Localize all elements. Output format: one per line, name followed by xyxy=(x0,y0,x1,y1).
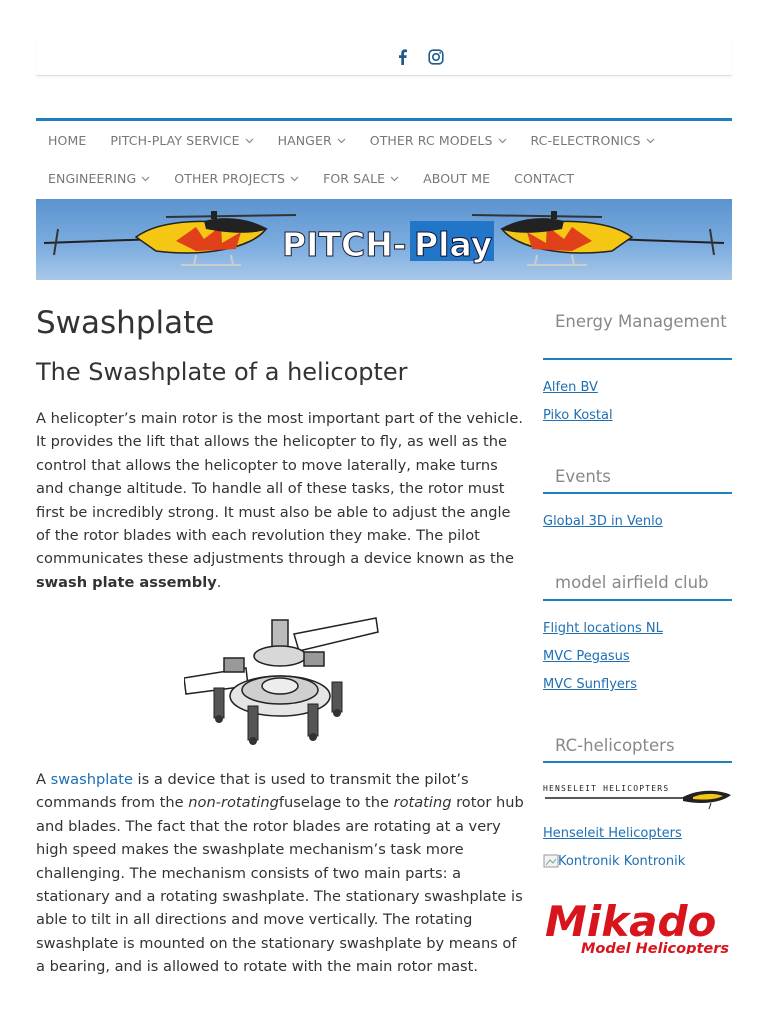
swashplate-illustration xyxy=(184,616,380,746)
chevron-down-icon xyxy=(141,176,150,182)
link-alfen[interactable]: Alfen BV xyxy=(543,380,598,395)
nav-item-for-sale[interactable] xyxy=(323,171,399,186)
kontronik-image[interactable] xyxy=(543,853,685,869)
nav-item-engineering[interactable] xyxy=(48,171,150,186)
chevron-down-icon xyxy=(337,138,346,144)
link-flight-locations[interactable]: Flight locations NL xyxy=(543,621,663,636)
page-title: Swashplate xyxy=(36,305,215,341)
para2-start: A xyxy=(36,771,51,788)
rotating-term: rotating xyxy=(393,794,452,812)
nav-item-label: HANGER xyxy=(277,133,332,148)
nav-item-label: HOME xyxy=(48,133,87,148)
mikado-logo-text: Mikado xyxy=(545,897,717,946)
intro-text: A helicopter’s main rotor is the most important part of the vehicle. It provides the lift that allows the helicopter to fly, as well as the control that allows the helicopter to move laterally, make turns and change altitude. To handle all of these tasks, the rotor must first be incredibly strong. It must also be able to adjust the angle of the rotor blades with each revolution they make. The pilot communicates these adjustments through a device known as the xyxy=(36,410,523,568)
svg-text:HENSELEIT HELICOPTERS: HENSELEIT HELICOPTERS xyxy=(543,784,670,793)
main-navigation xyxy=(36,118,732,198)
facebook-icon[interactable] xyxy=(394,48,410,66)
nav-item-contact[interactable] xyxy=(514,171,574,186)
mikado-logo-subtext: Model Helicopters xyxy=(581,941,730,954)
header-banner[interactable] xyxy=(36,199,732,280)
article-subtitle: The Swashplate of a helicopter xyxy=(36,358,408,386)
chevron-down-icon xyxy=(498,138,507,144)
link-mvc-sunflyers[interactable]: MVC Sunflyers xyxy=(543,677,638,692)
link-global-3d[interactable]: Global 3D in Venlo xyxy=(543,514,663,529)
nav-item-label: FOR SALE xyxy=(323,171,386,186)
chevron-down-icon xyxy=(390,176,399,182)
nav-item-label: OTHER PROJECTS xyxy=(174,171,286,186)
pitch-play-logo xyxy=(282,221,494,264)
nav-item-other-projects[interactable] xyxy=(174,171,299,186)
widget-title-energy: Energy Management xyxy=(543,311,732,360)
swashplate-link[interactable]: swashplate xyxy=(50,771,133,788)
para2-part3: rotor hub and blades. The fact that the rotor blades are rotating at a very high speed makes the swashplate mechanism’s task more challenging. The mechanism consists of two main parts: a stationary and a rotating swashplate. The stationary swashplate is able to tilt in all directions and move vertically. The rotating swashplate is mounted on the stationary swashplate by means of a bearing, and is allowed to rotate with the main rotor mast. xyxy=(36,794,524,976)
nav-row-1 xyxy=(48,133,679,148)
chevron-down-icon xyxy=(245,138,254,144)
nav-item-label: RC-ELECTRONICS xyxy=(530,133,641,148)
nav-item-home[interactable] xyxy=(48,133,86,148)
intro-end: . xyxy=(216,573,222,591)
broken-image-icon xyxy=(543,853,559,869)
non-rotating-term: non-rotating xyxy=(188,794,279,812)
widget-title-events: Events xyxy=(543,466,732,494)
nav-item-label: ABOUT ME xyxy=(423,171,491,186)
widget-title-airfield: model airfield club xyxy=(543,572,732,601)
nav-item-other-rc-models[interactable] xyxy=(370,133,507,148)
chevron-down-icon xyxy=(646,138,655,144)
svg-text:Play: Play xyxy=(414,225,493,264)
para2-part1: is a device that is used to transmit the pilot’s commands from the xyxy=(36,771,469,812)
nav-row-2 xyxy=(48,171,598,186)
top-bar xyxy=(36,38,732,76)
svg-text:PITCH-: PITCH- xyxy=(282,225,407,264)
nav-item-rc-electronics[interactable] xyxy=(531,133,655,148)
henseleit-logo-image[interactable] xyxy=(543,781,732,811)
bold-term: swash plate assembly xyxy=(36,573,217,591)
nav-item-hanger[interactable] xyxy=(278,133,346,148)
swashplate-paragraph xyxy=(36,768,526,979)
mikado-logo-image[interactable] xyxy=(543,896,732,954)
nav-item-label: OTHER RC MODELS xyxy=(369,133,493,148)
link-mvc-pegasus[interactable]: MVC Pegasus xyxy=(543,649,630,664)
widget-title-rc-helicopters: RC-helicopters xyxy=(543,735,732,763)
nav-item-about-me[interactable] xyxy=(423,171,490,186)
instagram-icon[interactable] xyxy=(428,48,444,66)
link-henseleit[interactable]: Henseleit Helicopters xyxy=(543,826,682,841)
para2-part2: fuselage to the xyxy=(278,794,394,812)
chevron-down-icon xyxy=(290,176,299,182)
nav-item-pitch-play-service[interactable] xyxy=(110,133,253,148)
kontronik-alt-text: Kontronik Kontronik xyxy=(558,853,686,869)
nav-item-label: PITCH-PLAY SERVICE xyxy=(110,133,240,148)
nav-item-label: ENGINEERING xyxy=(48,171,137,186)
nav-item-label: CONTACT xyxy=(514,171,575,186)
social-links xyxy=(394,48,444,66)
intro-paragraph xyxy=(36,407,526,594)
link-piko-kostal[interactable]: Piko Kostal xyxy=(543,408,613,423)
